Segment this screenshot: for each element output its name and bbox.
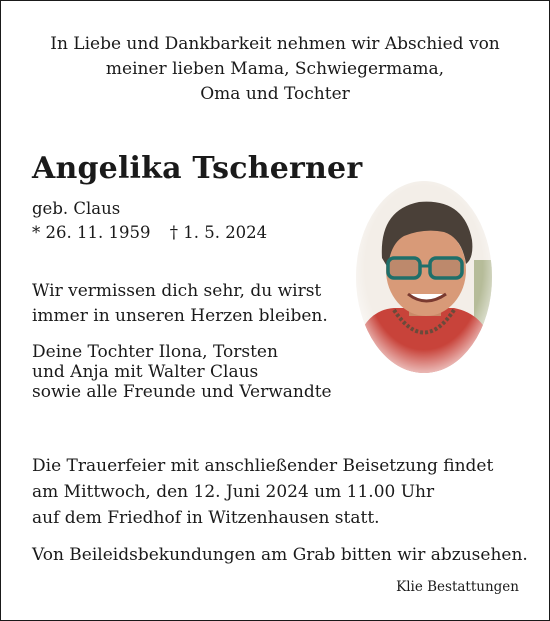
intro-text	[0, 32, 550, 107]
intro-line: meiner lieben Mama, Schwiegermama,	[105, 59, 445, 79]
maiden-name: geb. Claus	[32, 199, 121, 218]
intro-line: In Liebe und Dankbarkeit nehmen wir Abschied von	[50, 34, 500, 54]
intro-line: Oma und Tochter	[200, 84, 350, 104]
birth-date: * 26. 11. 1959	[32, 223, 151, 242]
farewell-message	[32, 279, 328, 329]
deceased-details	[32, 197, 267, 245]
undertaker-name: Klie Bestattungen	[396, 579, 519, 595]
death-date: † 1. 5. 2024	[169, 223, 268, 242]
message-line: Wir vermissen dich sehr, du wirst	[32, 281, 322, 301]
condolence-note: Von Beileidsbekundungen am Grab bitten wir abzusehen.	[32, 545, 528, 565]
life-dates	[32, 221, 267, 245]
funeral-service-info	[32, 453, 493, 531]
message-line: immer in unseren Herzen bleiben.	[32, 306, 328, 326]
service-line: Die Trauerfeier mit anschließender Beisetzung findet	[32, 456, 494, 476]
mourner-line: Deine Tochter Ilona, Torsten	[32, 342, 278, 362]
mourner-line: sowie alle Freunde und Verwandte	[32, 382, 332, 402]
portrait-photo	[354, 180, 494, 375]
mourner-line: und Anja mit Walter Claus	[32, 362, 259, 382]
service-line: auf dem Friedhof in Witzenhausen statt.	[32, 508, 380, 528]
deceased-name: Angelika Tscherner	[32, 151, 363, 186]
mourners-list	[32, 342, 332, 402]
service-line: am Mittwoch, den 12. Juni 2024 um 11.00 Uhr	[32, 482, 435, 502]
